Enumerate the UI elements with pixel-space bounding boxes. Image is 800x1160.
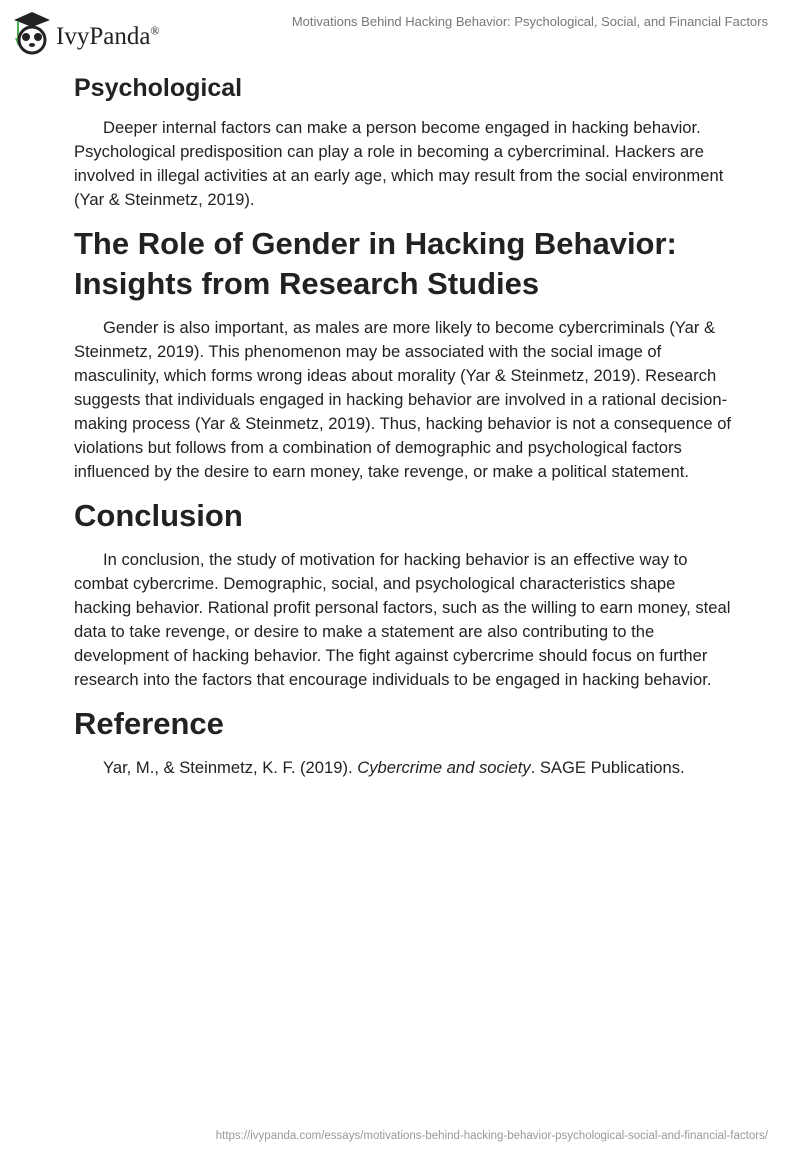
- paragraph-conclusion: In conclusion, the study of motivation for hacking behavior is an effective way to combat cybercrime. Demographic, social, and psychological characteristics shape hacking behavior. Rational profit personal factors, such as the willing to earn money, steal data to take revenge, or desire to make a statement are also contributing to the development of hacking behavior. The fight against cybercrime should focus on further research into the factors that encourage individuals to be engaged in hacking behavior.: [74, 550, 731, 689]
- reference-entry: Yar, M., & Steinmetz, K. F. (2019). Cybercrime and society. SAGE Publications.: [103, 758, 685, 777]
- paragraph-psychological: Deeper internal factors can make a person become engaged in hacking behavior. Psychological predisposition can play a role in becoming a cybercriminal. Hackers are involved in illegal activities at an early age, which may result from the social environment (Yar & Steinmetz, 2019).: [74, 118, 724, 209]
- paragraph-gender: Gender is also important, as males are more likely to become cybercriminals (Yar & Steinmetz, 2019). This phenomenon may be associated with the social image of masculinity, which forms wrong ideas about morality (Yar & Steinmetz, 2019). Research suggests that individuals engaged in hacking behavior are involved in a rational decision-making process (Yar & Steinmetz, 2019). Thus, hacking behavior is not a consequence of violations but follows from a combination of demographic and psychological factors influenced by the desire to earn money, take revenge, or make a political statement.: [74, 318, 732, 481]
- panda-graduate-icon: [12, 8, 52, 56]
- section-heading-reference: Reference: [74, 706, 224, 741]
- section-heading-conclusion: Conclusion: [74, 498, 243, 533]
- source-url[interactable]: https://ivypanda.com/essays/motivations-behind-hacking-behavior-psychological-social-and-financial-factors/: [215, 1130, 768, 1142]
- running-title: Motivations Behind Hacking Behavior: Psychological, Social, and Financial Factors: [291, 14, 768, 29]
- ivypanda-logo[interactable]: [12, 8, 160, 56]
- section-heading-psychological: Psychological: [74, 74, 243, 102]
- section-heading-gender: The Role of Gender in Hacking Behavior: Insights from Research Studies: [74, 226, 677, 301]
- logo-text: IvyPanda®: [56, 23, 160, 50]
- essay-content: [74, 70, 736, 790]
